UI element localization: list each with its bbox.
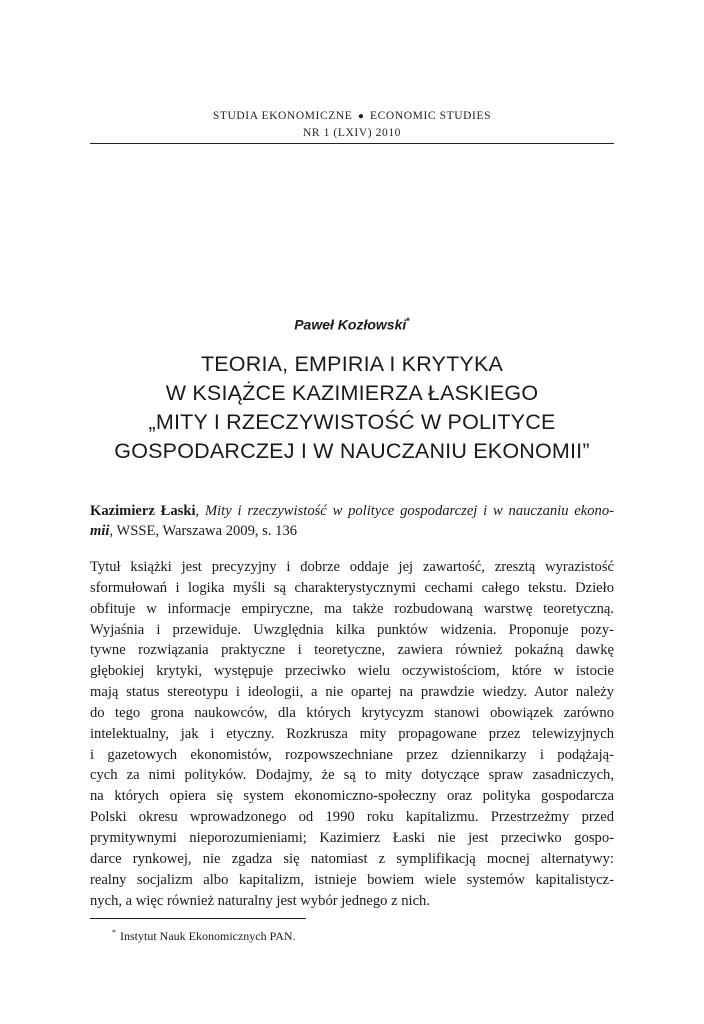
author-footnote-mark: * — [406, 316, 410, 326]
footnote-text: Instytut Nauk Ekonomicznych PAN. — [120, 929, 296, 943]
body-line: mają status stereotypu i ideologii, a nie opartej na prawdzie wiedzy. Autor należy — [90, 684, 614, 701]
reference-line — [90, 521, 614, 541]
footnote-mark: * — [112, 928, 116, 937]
journal-issue: NR 1 (LXIV) 2010 — [302, 127, 402, 139]
article-title — [90, 350, 614, 466]
body-line: cych za nimi polityków. Dodajmy, że są to mity dotyczące spraw zasadniczych, — [90, 767, 614, 784]
body-line: nych, a więc również naturalny jest wybór jednego z nich. — [90, 892, 430, 909]
header-divider — [90, 143, 614, 144]
title-line: „MITY I RZECZYWISTOŚĆ W POLITYCE — [148, 410, 556, 434]
reference-title-part2: mii — [90, 523, 110, 539]
reference-title-part1: Mity i rzeczywistość w polityce gospodarczej i w nauczaniu ekono- — [204, 503, 615, 519]
reference-publisher: , WSSE, Warszawa 2009, s. 136 — [109, 523, 298, 539]
reference-separator: , — [195, 503, 205, 519]
body-line: obfituje w informacje empiryczne, ma także rozbudowaną warstwę teoretyczną. — [90, 600, 614, 617]
footnote-divider — [90, 918, 306, 919]
title-line: TEORIA, EMPIRIA I KRYTYKA — [200, 352, 504, 376]
reference-line — [90, 501, 614, 521]
title-line: W KSIĄŻCE KAZIMIERZA ŁASKIEGO — [165, 381, 539, 405]
body-line: sformułowań i logika myśli są charakterystycznymi cechami całego tekstu. Dzieło — [90, 579, 614, 596]
title-line: GOSPODARCZEJ I W NAUCZANIU EKONOMII” — [114, 439, 590, 463]
article-author — [90, 316, 614, 333]
journal-name-en: ECONOMIC STUDIES — [370, 110, 492, 122]
body-line: i gazetowych ekonomistów, rozpowszechniane przez dziennikarzy i podążają- — [90, 746, 614, 763]
body-line: darce rynkowej, nie zgadza się natomiast z symplifikacją mocnej alternatywy: — [90, 850, 614, 867]
journal-name-line — [90, 108, 614, 125]
body-line: Wyjaśnia i przewiduje. Uwzględnia kilka punktów widzenia. Proponuje pozy- — [90, 621, 614, 638]
journal-header — [90, 108, 614, 142]
body-line: intelektualny, jak i etyczny. Rozkrusza mity propagowane przez telewizyjnych — [90, 725, 614, 742]
body-line: głębokiej krytyki, występuje przeciwko wielu oczywistościom, które w istocie — [90, 663, 614, 680]
journal-name-pl: STUDIA EKONOMICZNE — [212, 110, 353, 122]
body-line: na których opiera się system ekonomiczno-społeczny oraz polityka gospodarcza — [90, 788, 614, 805]
body-line: realny socjalizm albo kapitalizm, istnieje bowiem wiele systemów kapitalistycz- — [90, 871, 614, 888]
bullet-icon: ● — [357, 111, 365, 122]
author-name: Paweł Kozłowski — [294, 316, 407, 333]
body-line: tywne rozwiązania praktyczne i teoretyczne, zawiera również pokaźną dawkę — [90, 642, 614, 659]
body-line: Polski okresu wprowadzonego od 1990 roku kapitalizmu. Przestrzeżmy przed — [90, 809, 614, 826]
body-line: prymitywnymi nieporozumieniami; Kazimierz Łaski nie jest przeciwko gospo- — [90, 829, 614, 846]
footnote — [112, 928, 296, 944]
body-text — [90, 557, 614, 911]
body-line: Tytuł książki jest precyzyjny i dobrze oddaje jej zawartość, zresztą wyrazistość — [90, 559, 614, 575]
reference-author: Kazimierz Łaski — [90, 503, 196, 519]
book-reference — [90, 501, 614, 541]
body-line: do tego grona naukowców, dla których krytycyzm stanowi obowiązek zarówno — [90, 704, 614, 721]
